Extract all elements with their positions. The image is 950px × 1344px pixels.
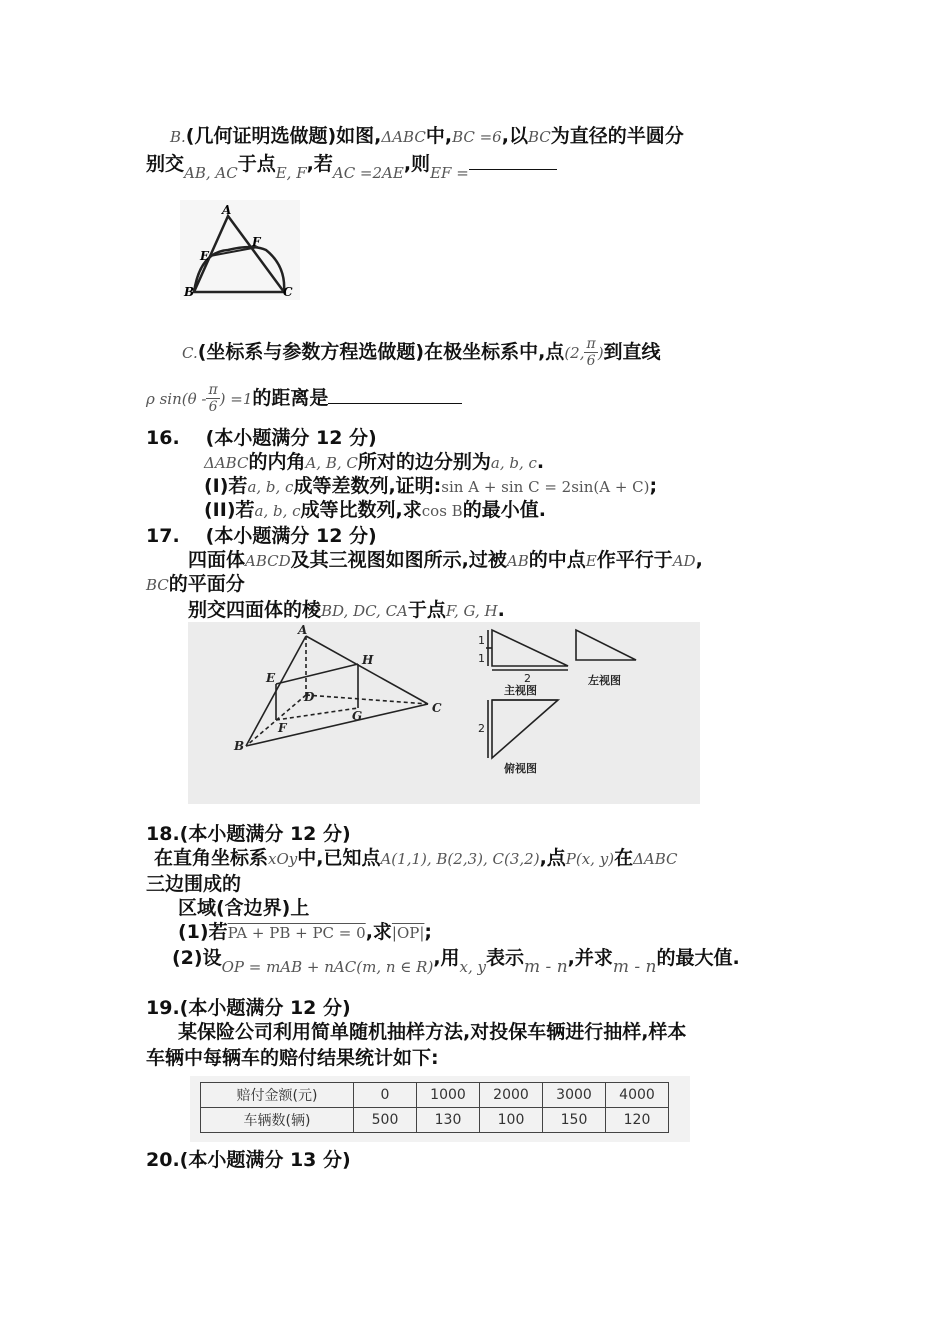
fig17-label-e: E xyxy=(266,671,276,685)
fig17-label-g: G xyxy=(352,709,363,723)
q16-line2: (I)若a, b, c成等差数列,证明:sin A + sin C = 2sin(A + C); xyxy=(204,475,658,497)
table-cell: 4000 xyxy=(606,1083,669,1108)
figure-b-triangle xyxy=(180,200,300,300)
problem-c-line1: C.(坐标系与参数方程选做题)在极坐标系中,点(2, $\frac{\pi}{6}$ )到直线 xyxy=(182,336,661,369)
fig17-label-b: B xyxy=(234,739,245,753)
q19-table-scan xyxy=(190,1076,690,1142)
fig17-label-c: C xyxy=(432,701,442,715)
top-view-dim-2: 2 xyxy=(478,722,485,735)
q20-header: 20.(本小题满分 13 分) xyxy=(146,1149,351,1171)
fig-b-label-a: A xyxy=(222,203,232,217)
q17-line2: BC的平面分 xyxy=(146,573,245,595)
fig17-label-h: H xyxy=(362,653,374,667)
fig17-label-d: D xyxy=(304,690,315,704)
q17-header: 17. (本小题满分 12 分) xyxy=(146,525,377,547)
q16-line3: (II)若a, b, c成等比数列,求cos B的最小值. xyxy=(204,499,546,521)
q18-line1: 在直角坐标系xOy中,已知点A(1,1), B(2,3), C(3,2),点P(x, y)在ΔABC xyxy=(154,847,678,869)
q16-header: 16. (本小题满分 12 分) xyxy=(146,427,377,449)
q19-line1: 某保险公司利用简单随机抽样方法,对投保车辆进行抽样,样本 xyxy=(178,1021,687,1043)
front-view-dim-1: 1 xyxy=(478,634,485,647)
table-cell: 100 xyxy=(480,1108,543,1133)
fig-b-label-b: B xyxy=(184,285,195,299)
front-view-dim-1b: 1 xyxy=(478,652,485,665)
fig17-label-f: F xyxy=(278,721,287,735)
table-cell: 150 xyxy=(543,1108,606,1133)
problem-b-line1: B.(几何证明选做题)如图,ΔABC中,BC =6,以BC为直径的半圆分 xyxy=(170,125,684,147)
claims-table xyxy=(200,1082,669,1133)
q17-line3: 别交四面体的棱BD, DC, CA于点F, G, H. xyxy=(188,599,505,621)
answer-blank-c xyxy=(328,403,462,404)
side-view-label: 左视图 xyxy=(588,674,621,687)
table-row xyxy=(201,1083,669,1108)
figure-17-tetrahedron xyxy=(188,622,700,804)
q16-line1: ΔABC的内角A, B, C所对的边分别为a, b, c. xyxy=(204,451,545,473)
fraction-pi-6: $\frac{\pi}{6}$ xyxy=(586,336,596,369)
q18-line2: 三边围成的 xyxy=(146,873,242,895)
table-cell: 2000 xyxy=(480,1083,543,1108)
front-view-dim-2: 2 xyxy=(524,672,531,685)
table-row xyxy=(201,1108,669,1133)
answer-blank-b xyxy=(469,169,557,170)
table-cell: 3000 xyxy=(543,1083,606,1108)
problem-c-line2: ρ sin(θ - $\frac{\pi}{6}$ ) =1的距离是 xyxy=(146,382,462,415)
q18-line5: (2)设$_{OP = mAB + nAC(m, n \in R)}$,用$_{x, y}$表示m - n,并求m - n的最大值. xyxy=(172,947,740,977)
q18-header: 18.(本小题满分 12 分) xyxy=(146,823,351,845)
q18-line3: 区域(含边界)上 xyxy=(178,897,310,919)
fig-b-label-f: F xyxy=(252,235,261,249)
table-cell: 0 xyxy=(354,1083,417,1108)
table-cell: 赔付金额(元) xyxy=(201,1083,354,1108)
top-view-label: 俯视图 xyxy=(504,762,537,775)
table-cell: 120 xyxy=(606,1108,669,1133)
fraction-pi-6-b: $\frac{\pi}{6}$ xyxy=(208,382,218,415)
table-cell: 130 xyxy=(417,1108,480,1133)
q17-line1: 四面体ABCD及其三视图如图所示,过被AB的中点E作平行于AD, xyxy=(188,549,703,571)
front-view-label: 主视图 xyxy=(504,684,537,697)
table-cell: 500 xyxy=(354,1108,417,1133)
table-cell: 车辆数(辆) xyxy=(201,1108,354,1133)
q18-line4: (1)若PA + PB + PC = 0,求|OP|; xyxy=(178,921,433,943)
fig-b-label-c: C xyxy=(283,285,293,299)
problem-b-label: B. xyxy=(170,128,186,146)
q19-line2: 车辆中每辆车的赔付结果统计如下: xyxy=(146,1047,439,1069)
table-cell: 1000 xyxy=(417,1083,480,1108)
problem-b-line2: 别交$_{AB, AC}$于点$_{E, F}$,若$_{AC =2AE}$,则$_{EF =}$ xyxy=(146,152,557,177)
q19-header: 19.(本小题满分 12 分) xyxy=(146,997,351,1019)
fig17-label-a: A xyxy=(298,623,308,637)
problem-c-label: C. xyxy=(182,344,198,362)
fig-b-label-e: E xyxy=(200,249,210,263)
